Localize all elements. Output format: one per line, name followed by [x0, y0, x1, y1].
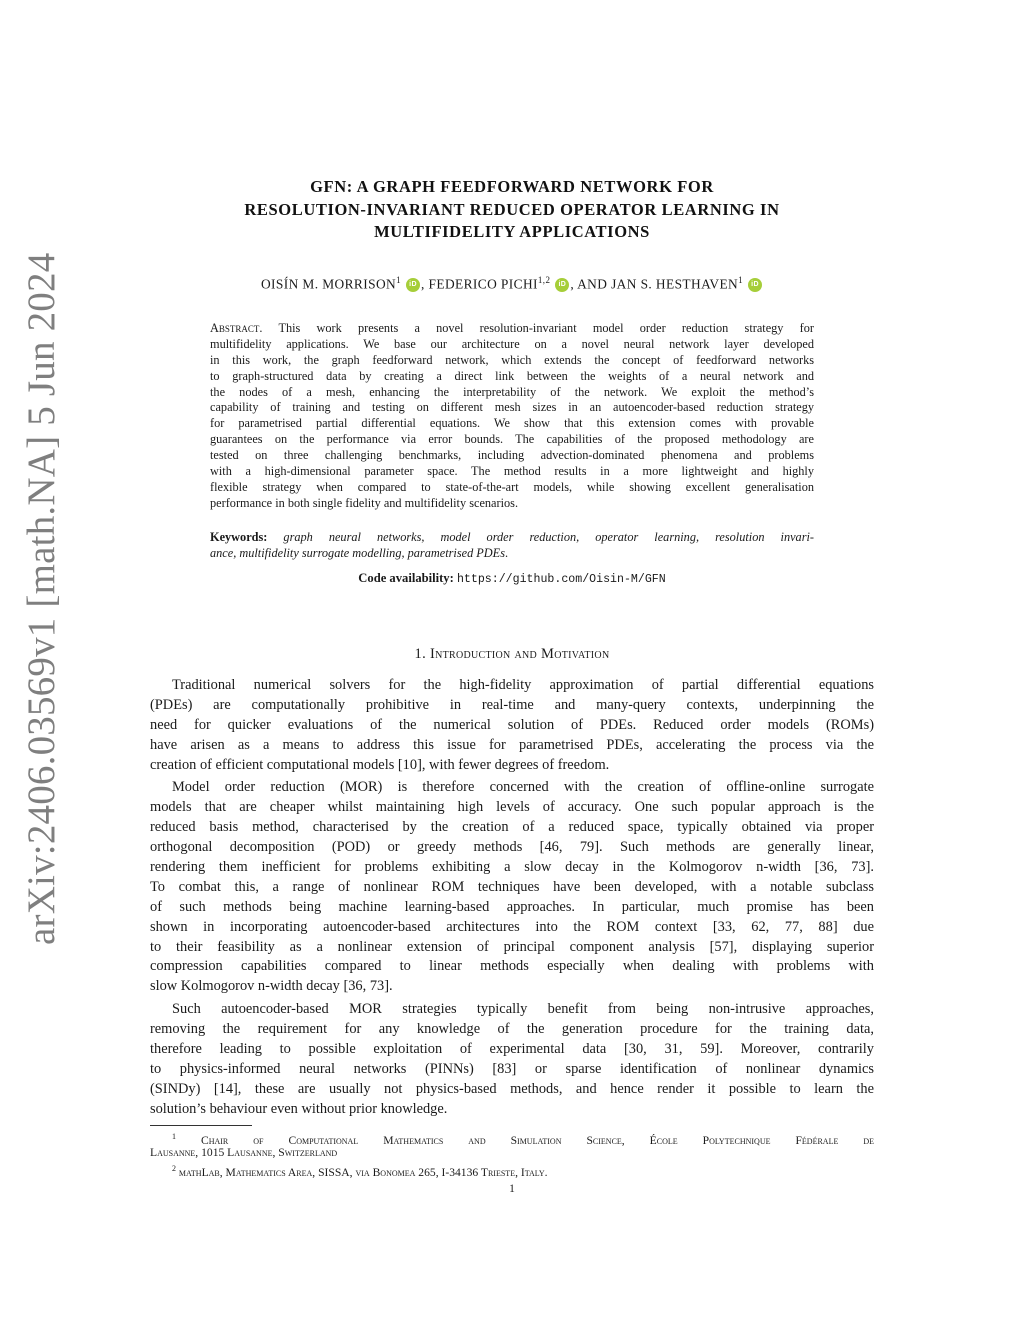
body-line: (SINDy) [14], these are usually not physics-based methods, and hence render it possible to learn the [150, 1080, 874, 1097]
footnote-number: 1 [172, 1132, 176, 1141]
body-line: solution’s behaviour even without prior knowledge. [150, 1100, 448, 1117]
code-availability-label: Code availability: [358, 571, 454, 585]
code-repository-link[interactable]: https://github.com/Oisin-M/GFN [456, 573, 666, 586]
arxiv-identifier-text[interactable]: arXiv:2406.03569v1 [math.NA] 5 Jun 2024 [20, 252, 63, 945]
abstract-line: tested on three challenging benchmarks, including advection-dominated phenomena and problems [210, 448, 814, 463]
body-line: reduced basis method, characterised by the creation of a reduced space, typically obtained via proper [150, 819, 874, 836]
body-line: (PDEs) are computationally prohibitive in real-time and many-query contexts, underpinning the [150, 696, 874, 713]
footnote-line: Lausanne, 1015 Lausanne, Switzerland [150, 1146, 338, 1159]
abstract [210, 321, 814, 512]
affiliation-mark: 1 [738, 275, 744, 285]
abstract-line: in this work, the graph feedforward network, which extends the concept of feedforward networks [210, 352, 814, 367]
orcid-icon[interactable]: iD [748, 278, 762, 292]
body-line: creation of efficient computational models [10], with fewer degrees of freedom. [150, 756, 610, 773]
page-number: 1 [509, 1183, 515, 1195]
author-name: , FEDERICO PICHI [421, 276, 538, 292]
body-line: of such methods being machine learning-based approaches. In particular, much promise has been [150, 898, 874, 915]
abstract-line: for parametrised partial differential equations. We show that this extension comes with provable [210, 416, 814, 431]
body-line: Model order reduction (MOR) is therefore concerned with the creation of offline-online surrogate [172, 779, 874, 796]
title-line: MULTIFIDELITY APPLICATIONS [374, 222, 650, 241]
footnote-text: Chair of Computational Mathematics and Simulation Science, École Polytechnique Fédérale de [176, 1133, 874, 1147]
affiliation-mark: 1,2 [537, 275, 551, 285]
body-line: Such autoencoder-based MOR strategies typically benefit from being non-intrusive approaches, [172, 1001, 874, 1018]
body-line: Traditional numerical solvers for the high-fidelity approximation of partial differential equations [172, 677, 874, 693]
section-number: 1. [414, 646, 426, 662]
abstract-line: to graph-structured data by creating a direct link between the weights of a neural network and [210, 368, 814, 383]
body-line: have arisen as a means to address this issue for parametrised PDEs, accelerating the process via the [150, 736, 874, 753]
author-list [150, 275, 874, 292]
body-line: shown in incorporating autoencoder-based architectures into the ROM context [33, 62, 77, 88] due [150, 918, 874, 935]
body-line: To combat this, a range of nonlinear ROM techniques have been developed, with a notable subclass [150, 878, 874, 895]
body-text [150, 676, 874, 1120]
title-line: GFN: A GRAPH FEEDFORWARD NETWORK FOR [310, 177, 714, 196]
footnote-line [150, 1129, 874, 1145]
abstract-heading: Abstract. [210, 321, 263, 335]
orcid-icon[interactable]: iD [555, 278, 569, 292]
body-line: removing the requirement for any knowledge of the generation procedure for the training data, [150, 1021, 874, 1038]
abstract-line [210, 321, 814, 337]
keywords-label: Keywords: [210, 530, 268, 544]
keywords [210, 530, 814, 562]
abstract-line: guarantees on the performance via error bounds. The capabilities of the proposed methodology are [210, 432, 814, 447]
author-name: , AND JAN S. HESTHAVEN [570, 276, 739, 292]
arxiv-identifier-stamp [19, 0, 65, 1325]
footnote-line [150, 1161, 874, 1177]
footnote-divider [150, 1125, 252, 1126]
abstract-line: capability of training and testing on different mesh sizes in an autoencoder-based reduction strategy [210, 400, 814, 415]
keywords-end: . [504, 545, 509, 560]
body-line: to their feasibility as a nonlinear extension of principal component analysis [57], displaying superior [150, 938, 874, 955]
orcid-icon[interactable]: iD [406, 278, 420, 292]
body-line: to physics-informed neural networks (PINNs) [83] or sparse identification of nonlinear dynamics [150, 1060, 874, 1077]
keywords-line [210, 546, 814, 562]
title-line: RESOLUTION-INVARIANT REDUCED OPERATOR LEARNING IN [244, 199, 780, 219]
code-availability [150, 571, 874, 586]
section-title: Introduction and Motivation [429, 646, 610, 662]
keywords-text: graph neural networks, model order reduction, operator learning, resolution invari- [267, 530, 814, 544]
body-line: compression capabilities compared to linear methods especially when dealing with problems with [150, 958, 874, 975]
body-line: orthogonal decomposition (POD) or greedy methods [46, 79]. Such methods are generally linear, [150, 839, 874, 856]
keywords-line [210, 530, 814, 546]
abstract-line: multifidelity applications. We base our architecture on a novel neural network layer developed [210, 336, 814, 351]
footnotes [150, 1129, 874, 1177]
author-name: OISÍN M. MORRISON [260, 276, 397, 292]
abstract-line: performance in both single fidelity and multifidelity scenarios. [210, 495, 519, 510]
paper-title [150, 176, 874, 244]
abstract-line: flexible strategy when compared to state-of-the-art models, while showing excellent generalisation [210, 479, 814, 494]
keywords-text: ance, multifidelity surrogate modelling, parametrised PDEs [210, 545, 505, 560]
body-line: therefore leading to possible exploitation of experimental data [30, 31, 59]. Moreover, contrarily [150, 1041, 874, 1058]
footnote-text: mathLab, Mathematics Area, SISSA, via Bonomea 265, I-34136 Trieste, Italy. [176, 1165, 548, 1179]
body-line: need for quicker evaluations of the numerical solution of PDEs. Reduced order models (ROMs) [150, 716, 874, 733]
section-heading [150, 646, 874, 663]
abstract-line: the nodes of a mesh, enhancing the interpretability of the network. We exploit the method’s [210, 384, 814, 399]
abstract-line: with a high-dimensional parameter space. The method results in a more lightweight and highly [210, 464, 814, 479]
affiliation-mark: 1 [396, 275, 402, 285]
abstract-text: This work presents a novel resolution-invariant model order reduction strategy for [262, 321, 814, 335]
body-line: models that are cheaper whilst maintaining high levels of accuracy. One such popular approach is the [150, 799, 874, 816]
body-line: rendering them inefficient for problems exhibiting a slow decay in the Kolmogorov n-width [36, 73]. [150, 859, 874, 876]
body-line: slow Kolmogorov n-width decay [36, 73]. [150, 978, 393, 995]
footnote-number: 2 [172, 1164, 176, 1173]
